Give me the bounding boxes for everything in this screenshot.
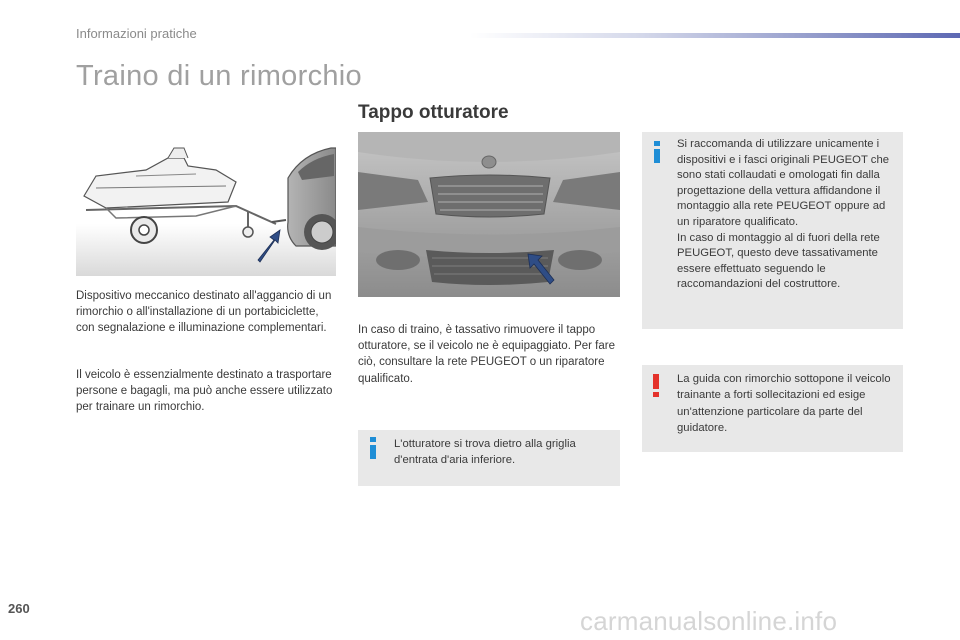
info-icon <box>654 141 660 163</box>
info-box-text: L'otturatore si trova dietro alla griglia d'entrata d'aria inferiore. <box>394 438 576 466</box>
watermark: carmanualsonline.info <box>580 606 838 636</box>
section-label: Informazioni pratiche <box>76 26 197 41</box>
header-accent-bar <box>470 33 960 38</box>
info-icon <box>370 437 376 459</box>
info-box-original-parts <box>642 132 903 329</box>
trailer-jetski-illustration <box>76 136 336 276</box>
warning-box-text: La guida con rimorchio sottopone il veicolo trainante a forti sollecitazioni ed esige un'attenzione particolare da parte del guidatore. <box>677 373 891 435</box>
page-title: Traino di un rimorchio <box>76 60 362 92</box>
front-grille-photo <box>358 132 620 297</box>
towing-instructions: In caso di traino, è tassativo rimuovere il tappo otturatore, se il veicolo ne è equipaggiato. Per fare ciò, consultare la rete PEUGEOT o un riparatore qualificato. <box>358 324 615 385</box>
info-box-text: Si raccomanda di utilizzare unicamente i dispositivi e i fasci originali PEUGEOT che sono stati collaudati e omologati fin dalla progettazione della vettura affidandone il montaggio alla rete PEUGEOT oppure ad un riparatore qualificato. In caso di montaggio al di fuori della rete PEUGEOT, questo deve tassativamente essere effettuato seguendo le raccomandazioni del costruttore. <box>677 138 890 291</box>
warning-icon <box>653 374 659 398</box>
section-heading: Tappo otturatore <box>358 102 509 123</box>
vehicle-purpose-text: Il veicolo è essenzialmente destinato a trasportare persone e bagagli, ma può anche essere utilizzato per trainare un rimorchio. <box>76 369 333 414</box>
hitch-description: Dispositivo meccanico destinato all'aggancio di un rimorchio o all'installazione di un portabiciclette, con segnalazione e illuminazione complementari. <box>76 290 332 335</box>
info-box-shutter <box>358 430 620 486</box>
page-number: 260 <box>8 601 30 616</box>
warning-box <box>642 365 903 452</box>
